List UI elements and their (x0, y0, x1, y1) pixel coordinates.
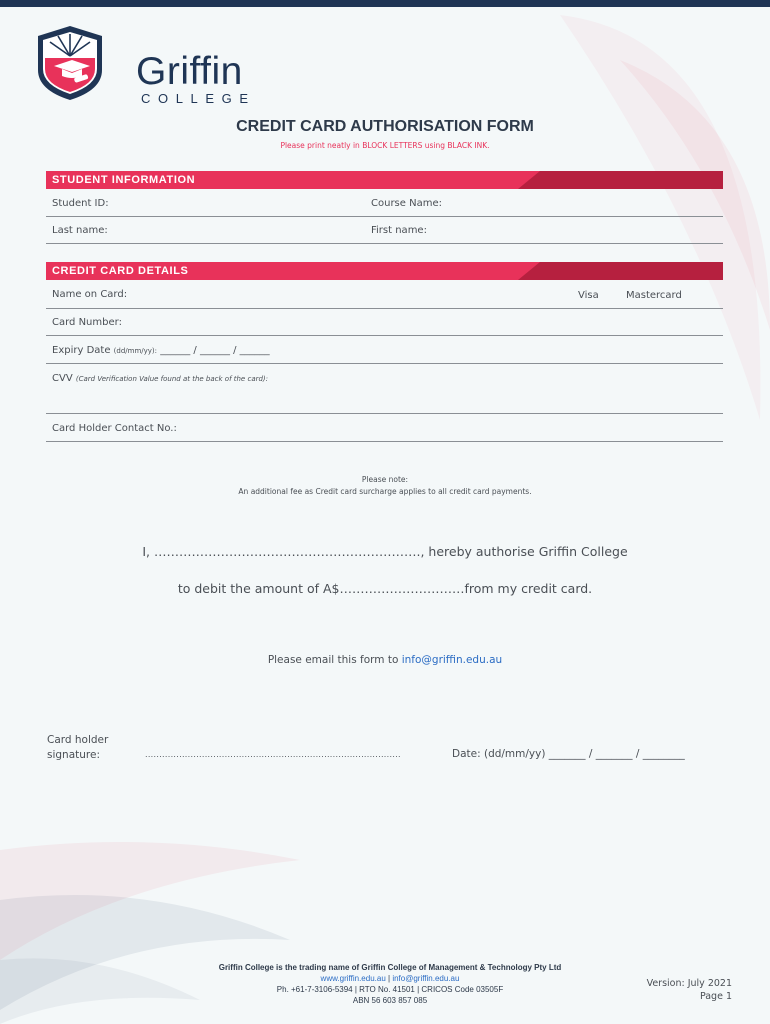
signature-label: Card holder signature: (47, 734, 109, 761)
signature-date-field[interactable]: Date: (dd/mm/yy) _______ / _______ / ________ (452, 748, 685, 760)
griffin-college-logo (34, 22, 256, 106)
cvv-label: CVV (52, 373, 73, 384)
divider (46, 441, 723, 442)
footer-website-link[interactable]: www.griffin.edu.au (320, 974, 386, 983)
expiry-date-field[interactable] (52, 345, 270, 356)
divider (46, 308, 723, 309)
divider (46, 243, 723, 244)
brand-subname: COLLEGE (141, 91, 256, 106)
card-section-header (46, 262, 723, 280)
authorise-line-2: to debit the amount of A$…………………………from my credit card. (177, 581, 593, 596)
email-instruction (0, 654, 770, 666)
cvv-field[interactable] (52, 373, 268, 384)
brand-name: Griffin (136, 50, 243, 93)
student-section-header (46, 171, 723, 189)
student-id-field[interactable]: Student ID: (52, 198, 109, 209)
top-bar (0, 0, 770, 7)
card-number-field[interactable]: Card Number: (52, 317, 122, 328)
cvv-hint: (Card Verification Value found at the back of the card): (75, 375, 269, 383)
expiry-blanks: ______ / ______ / ______ (160, 345, 270, 356)
mastercard-option[interactable]: Mastercard (626, 290, 682, 301)
form-instruction: Please print neatly in BLOCK LETTERS using BLACK INK. (280, 141, 490, 150)
expiry-format: (dd/mm/yy): (113, 347, 158, 355)
email-link[interactable]: info@griffin.edu.au (401, 654, 503, 666)
page-number: Page 1 (699, 991, 732, 1002)
divider (46, 413, 723, 414)
footer-abn: ABN 56 603 857 085 (352, 996, 428, 1005)
course-name-field[interactable]: Course Name: (371, 198, 442, 209)
version-info (647, 977, 732, 1003)
last-name-field[interactable]: Last name: (52, 225, 108, 236)
shield-icon (34, 22, 106, 102)
card-section-title: CREDIT CARD DETAILS (52, 265, 189, 277)
footer-contact: Ph. +61-7-3106-5394 | RTO No. 41501 | CRICOS Code 03505F (276, 985, 504, 994)
email-prefix: Please email this form to (267, 654, 402, 666)
first-name-field[interactable]: First name: (371, 225, 427, 236)
version-date: Version: July 2021 (646, 978, 732, 989)
footer (130, 962, 650, 1006)
note-heading: Please note: (361, 475, 409, 484)
footer-trading-name: Griffin College is the trading name of Griffin College of Management & Technology Pty Ltd (218, 963, 562, 972)
divider (46, 335, 723, 336)
visa-option[interactable]: Visa (578, 290, 599, 301)
footer-links: www.griffin.edu.au | info@griffin.edu.au (320, 974, 460, 983)
note-text: An additional fee as Credit card surcharge applies to all credit card payments. (238, 487, 532, 496)
expiry-label: Expiry Date (52, 345, 111, 356)
authorise-line-1: I, ………………………………………………………., hereby authorise Griffin College (142, 544, 628, 559)
footer-email-link[interactable]: info@griffin.edu.au (392, 974, 460, 983)
signature-line[interactable]: .......................................................................................... (145, 750, 401, 759)
divider (46, 363, 723, 364)
name-on-card-field[interactable]: Name on Card: (52, 289, 128, 300)
divider (46, 216, 723, 217)
form-title: CREDIT CARD AUTHORISATION FORM (236, 118, 534, 135)
contact-number-field[interactable]: Card Holder Contact No.: (52, 423, 177, 434)
student-section-title: STUDENT INFORMATION (52, 174, 196, 186)
